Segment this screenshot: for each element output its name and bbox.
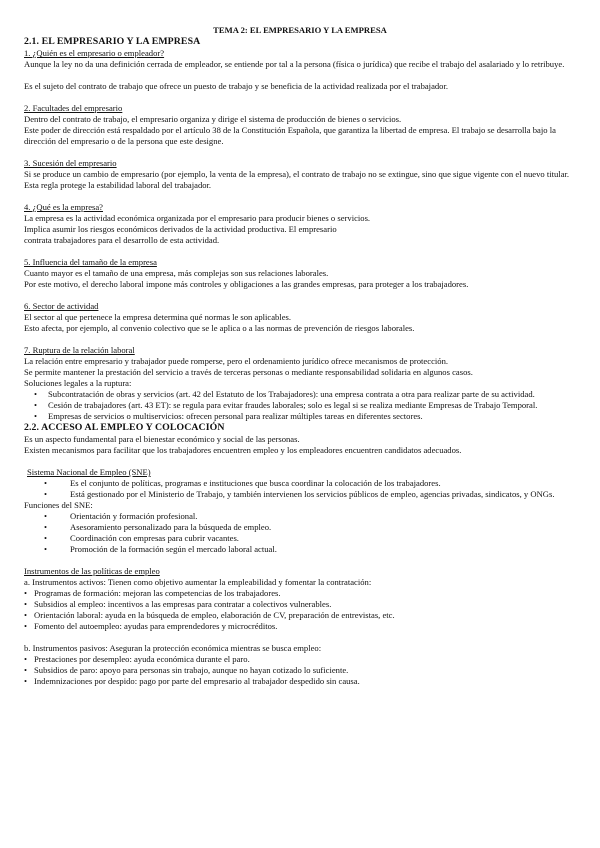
paragraph: Por este motivo, el derecho laboral impone más controles y obligaciones a las grandes empresas, para proteger a los trabajadores. <box>24 279 469 289</box>
list-item: • Orientación y formación profesional. <box>24 511 576 522</box>
list-item: • Está gestionado por el Ministerio de Trabajo, y también intervienen los servicios públicos de empleo, agencias privadas, sindicatos, y ONGs. <box>24 489 576 500</box>
subsection-title: 3. Sucesión del empresario <box>24 158 117 168</box>
section-heading-2-2: 2.2. ACCESO AL EMPLEO Y COLOCACIÓN <box>24 422 225 433</box>
paragraph: Existen mecanismos para facilitar que los trabajadores encuentren empleo y los empleadores encuentren candidatos adecuados. <box>24 445 462 455</box>
document-title: TEMA 2: EL EMPRESARIO Y LA EMPRESA <box>213 25 387 35</box>
section-heading-2-1: 2.1. EL EMPRESARIO Y LA EMPRESA <box>24 36 201 47</box>
subsection-title: 4. ¿Qué es la empresa? <box>24 202 103 212</box>
list-item: • Prestaciones por desempleo: ayuda económica durante el paro. <box>24 654 576 665</box>
paragraph: b. Instrumentos pasivos: Aseguran la protección económica mientras se busca empleo: <box>24 643 322 653</box>
subsection-title: Sistema Nacional de Empleo (SNE) <box>27 467 151 477</box>
list-item: • Asesoramiento personalizado para la búsqueda de empleo. <box>24 522 576 533</box>
legal-solutions-list <box>24 389 576 422</box>
paragraph: Aunque la ley no da una definición cerrada de empleador, se entiende por tal a la persona (física o jurídica) que recibe el trabajo del asalariado y lo retribuye. <box>24 59 565 69</box>
paragraph-line: Implica asumir los riesgos económicos derivados de la actividad productiva. El empresario <box>24 224 337 234</box>
subsection-title: 1. ¿Quién es el empresario o empleador? <box>24 48 165 58</box>
list-item: • Indemnizaciones por despido: pago por parte del empresario al trabajador despedido sin causa. <box>24 676 576 687</box>
list-item: • Es el conjunto de políticas, programas e instituciones que busca coordinar la colocación de los trabajadores. <box>24 478 576 489</box>
list-item: • Coordinación con empresas para cubrir vacantes. <box>24 533 576 544</box>
paragraph: Dentro del contrato de trabajo, el empresario organiza y dirige el sistema de producción de bienes o servicios. <box>24 114 402 124</box>
subsection-title: Instrumentos de las políticas de empleo <box>24 566 160 576</box>
list-item: • Subsidios al empleo: incentivos a las empresas para contratar a colectivos vulnerables. <box>24 599 576 610</box>
subsection-title: 5. Influencia del tamaño de la empresa <box>24 257 157 267</box>
paragraph: Es un aspecto fundamental para el bienestar económico y social de las personas. <box>24 434 300 444</box>
paragraph-line: contrata trabajadores para el desarrollo de esta actividad. <box>24 235 220 245</box>
paragraph: Si se produce un cambio de empresario (por ejemplo, la venta de la empresa), el contrato de trabajo no se extingue, sino que sigue vigente con el nuevo titular. <box>24 169 570 179</box>
paragraph: a. Instrumentos activos: Tienen como objetivo aumentar la empleabilidad y fomentar la contratación: <box>24 577 372 587</box>
paragraph: Se permite mantener la prestación del servicio a través de terceras personas o mediante responsabilidad solidaria en algunos casos. <box>24 367 473 377</box>
paragraph: Cuanto mayor es el tamaño de una empresa, más complejas son sus relaciones laborales. <box>24 268 329 278</box>
subsection-title: 7. Ruptura de la relación laboral <box>24 345 135 355</box>
passive-instruments-list <box>24 654 576 687</box>
paragraph: Funciones del SNE: <box>24 500 93 510</box>
subsection-title: 6. Sector de actividad <box>24 301 99 311</box>
list-item: • Subsidios de paro: apoyo para personas sin trabajo, aunque no hayan cotizado lo suficiente. <box>24 665 576 676</box>
paragraph: Esta regla protege la estabilidad laboral del trabajador. <box>24 180 212 190</box>
paragraph: El sector al que pertenece la empresa determina qué normas le son aplicables. <box>24 312 292 322</box>
list-item: • Empresas de servicios o multiservicios: ofrecen personal para realizar múltiples tareas en diferentes sectores. <box>24 411 576 422</box>
paragraph-line: La empresa es la actividad económica organizada por el empresario para producir bienes o servicios. <box>24 213 371 223</box>
sne-list <box>24 478 576 500</box>
active-instruments-list <box>24 588 576 632</box>
paragraph: Esto afecta, por ejemplo, al convenio colectivo que se le aplica o a las normas de prevención de riesgos laborales. <box>24 323 415 333</box>
list-item: • Promoción de la formación según el mercado laboral actual. <box>24 544 576 555</box>
sne-functions-list <box>24 511 576 555</box>
document-page <box>24 25 576 687</box>
list-item: • Orientación laboral: ayuda en la búsqueda de empleo, elaboración de CV, preparación de entrevistas, etc. <box>24 610 576 621</box>
paragraph: Este poder de dirección está respaldado por el artículo 38 de la Constitución Española, que garantiza la libertad de empresa. El trabajo se desarrolla bajo la dirección del empresario o de la persona que este designe. <box>24 125 556 146</box>
paragraph: Es el sujeto del contrato de trabajo que ofrece un puesto de trabajo y se beneficia de la actividad realizada por el trabajador. <box>24 81 449 91</box>
list-item: • Cesión de trabajadores (art. 43 ET): se regula para evitar fraudes laborales; solo es legal si se realiza mediante Empresas de Trabajo Temporal. <box>24 400 576 411</box>
subsection-title: 2. Facultades del empresario <box>24 103 123 113</box>
list-item: • Fomento del autoempleo: ayudas para emprendedores y microcréditos. <box>24 621 576 632</box>
list-item: • Programas de formación: mejoran las competencias de los trabajadores. <box>24 588 576 599</box>
list-item: • Subcontratación de obras y servicios (art. 42 del Estatuto de los Trabajadores): una empresa contrata a otra para realizar parte de su actividad. <box>24 389 576 400</box>
paragraph: Soluciones legales a la ruptura: <box>24 378 132 388</box>
paragraph: La relación entre empresario y trabajador puede romperse, pero el ordenamiento jurídico ofrece mecanismos de protección. <box>24 356 449 366</box>
